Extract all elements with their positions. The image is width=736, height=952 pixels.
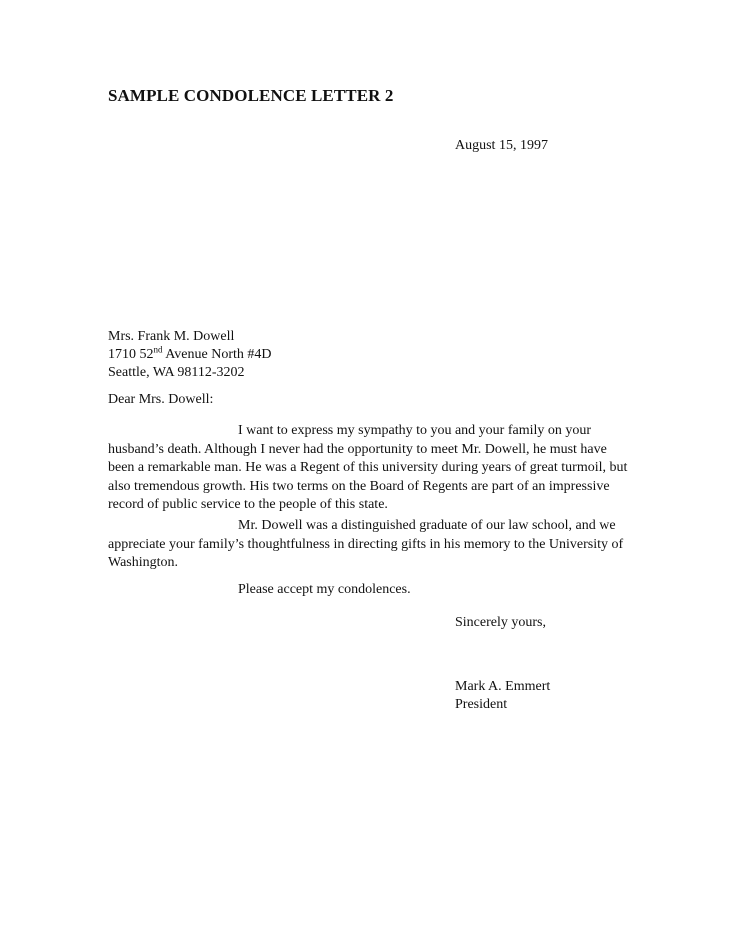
paragraph-line: Washington. bbox=[108, 555, 179, 570]
paragraph-line: been a remarkable man. He was a Regent of this university during years of great turmoil, but bbox=[108, 460, 628, 475]
letter-date: August 15, 1997 bbox=[455, 138, 548, 153]
recipient-street bbox=[108, 346, 272, 364]
paragraph-line: appreciate your family’s thoughtfulness in directing gifts in his memory to the University of bbox=[108, 536, 624, 552]
street-number: 1710 52 bbox=[108, 347, 154, 362]
street-ordinal-suffix: nd bbox=[153, 344, 163, 355]
signature-block bbox=[455, 678, 550, 714]
body-paragraph-3: Please accept my condolences. bbox=[238, 582, 411, 597]
paragraph-line: also tremendous growth. His two terms on the Board of Regents are part of an impressive bbox=[108, 478, 610, 494]
signer-title: President bbox=[455, 697, 508, 712]
salutation: Dear Mrs. Dowell: bbox=[108, 392, 214, 407]
paragraph-line: I want to express my sympathy to you and your family on your bbox=[238, 423, 592, 438]
recipient-name: Mrs. Frank M. Dowell bbox=[108, 329, 235, 344]
letter-title: SAMPLE CONDOLENCE LETTER 2 bbox=[108, 86, 394, 105]
paragraph-line: record of public service to the people of this state. bbox=[108, 497, 388, 512]
signer-name: Mark A. Emmert bbox=[455, 679, 551, 694]
paragraph-line: Mr. Dowell was a distinguished graduate of our law school, and we bbox=[238, 518, 616, 533]
recipient-city: Seattle, WA 98112-3202 bbox=[108, 365, 245, 380]
paragraph-line: husband’s death. Although I never had the opportunity to meet Mr. Dowell, he must have bbox=[108, 441, 607, 457]
complimentary-closing: Sincerely yours, bbox=[455, 615, 546, 630]
recipient-address bbox=[108, 328, 272, 382]
body-paragraph-1 bbox=[108, 422, 627, 515]
street-rest: Avenue North #4D bbox=[162, 347, 272, 362]
body-paragraph-2 bbox=[108, 517, 623, 573]
